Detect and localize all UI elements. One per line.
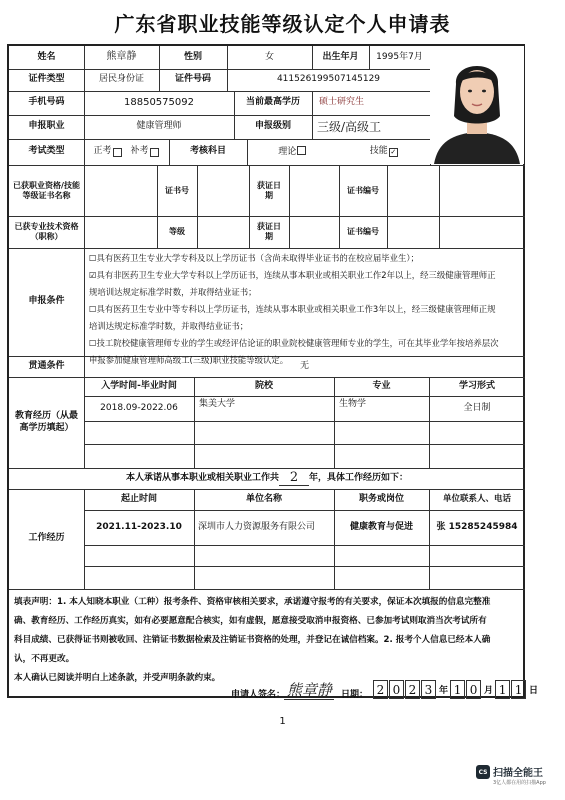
date-digit-box: 1 xyxy=(495,680,510,699)
signature-image: 熊章静 xyxy=(287,681,333,699)
option-re-exam: 补考 xyxy=(130,146,149,157)
label-id-type: 证件类型 xyxy=(28,74,65,85)
label-phone: 手机号码 xyxy=(28,97,65,108)
edu-header-major: 专业 xyxy=(372,380,391,391)
label-id-no: 证件号码 xyxy=(174,74,211,85)
edu-header-period: 入学时间-毕业时间 xyxy=(101,380,177,391)
option-theory: 理论 xyxy=(278,146,297,157)
value-id-type: 居民身份证 xyxy=(98,74,144,85)
commitment-years: 2 xyxy=(279,471,309,486)
edu-mode: 全日制 xyxy=(463,402,491,413)
value-name: 熊章静 xyxy=(106,51,137,63)
label-education-level: 当前最高学历 xyxy=(245,97,300,108)
value-gender: 女 xyxy=(264,51,274,62)
date-unit: 年 xyxy=(439,686,449,696)
work-header-period: 起止时间 xyxy=(120,493,157,504)
date-digit-box: 2 xyxy=(405,680,420,699)
work-period: 2021.11-2023.10 xyxy=(96,521,182,532)
label-through: 贯通条件 xyxy=(28,360,65,371)
conditions-list xyxy=(89,250,499,369)
label-education: 教育经历（从最高学历填起） xyxy=(14,411,78,433)
condition-line: 培训达规定标准学时数，并取得结业证书； xyxy=(89,321,249,331)
label-cert-no: 证书号 xyxy=(165,185,189,195)
value-occupation: 健康管理师 xyxy=(136,121,182,132)
condition-line: ☐技工院校健康管理师专业的学生或经评估论证的职业院校健康管理师专业的学生，可在其毕业学年按培养层次 xyxy=(89,338,499,348)
value-phone: 18850575092 xyxy=(124,96,194,108)
checkbox-theory[interactable] xyxy=(297,146,306,155)
work-header-company: 单位名称 xyxy=(245,493,282,504)
date-digit-box: 0 xyxy=(466,680,481,699)
checkbox-skill[interactable]: ✓ xyxy=(390,148,397,157)
condition-line: 申报参加健康管理师高级工(三级)职业技能等级认定。 xyxy=(89,355,289,365)
edu-school: 集美大学 xyxy=(199,399,236,409)
date-unit: 月 xyxy=(484,686,494,696)
date-unit: 日 xyxy=(529,686,539,696)
exam-type-options xyxy=(84,139,169,165)
condition-line: ☐具有医药卫生专业大学专科及以上学历证书（含尚未取得毕业证书的在校应届毕业生）； xyxy=(89,253,419,263)
label-conditions: 申报条件 xyxy=(28,296,65,307)
work-position: 健康教育与促进 xyxy=(349,521,413,532)
checkbox-re-exam[interactable] xyxy=(150,148,159,157)
label-occupation: 申报职业 xyxy=(28,121,65,132)
scanner-watermark xyxy=(476,763,562,793)
work-company: 深圳市人力资源服务有限公司 xyxy=(198,521,316,532)
label-exemption: 考核科目 xyxy=(189,146,226,157)
notice-text xyxy=(14,593,490,688)
work-header-position: 职务或岗位 xyxy=(358,493,404,504)
applicant-photo xyxy=(430,46,524,164)
label-work: 工作经历 xyxy=(28,533,65,544)
notice-line: 认，不再更改。 xyxy=(14,654,75,664)
checkbox-first-exam[interactable] xyxy=(113,148,122,157)
value-through: 无 xyxy=(299,360,309,371)
label-cert-number-2: 证书编号 xyxy=(347,227,379,236)
edu-header-mode: 学习形式 xyxy=(458,380,495,391)
signature-label: 申请人签名： xyxy=(231,690,286,700)
edu-header-school: 院校 xyxy=(254,380,273,391)
exam-subject-options xyxy=(247,139,430,165)
date-label: 日期： xyxy=(341,690,369,700)
label-cert-number: 证书编号 xyxy=(347,185,379,195)
work-header-contact: 单位联系人、电话 xyxy=(442,494,511,505)
label-get-date-2: 获证日期 xyxy=(257,222,281,241)
page-number: 1 xyxy=(279,716,286,727)
work-contact: 张 15285245984 xyxy=(436,521,518,532)
notice-line: 填表声明：1. 本人知晓本职业（工种）报考条件、资格审核相关要求，承诺遵守报考的有关要求，保证本次填报的信息完整准 xyxy=(14,597,491,607)
date-digit-box: 1 xyxy=(511,680,526,699)
commitment-suffix: 年，具体工作经历如下： xyxy=(309,472,409,483)
option-first-exam: 正考 xyxy=(93,146,112,157)
scanner-logo-icon: CS xyxy=(476,765,490,779)
value-id-no: 411526199507145129 xyxy=(276,74,381,85)
work-commitment xyxy=(9,468,525,489)
edu-major: 生物学 xyxy=(339,399,367,409)
condition-line: 规培训达规定标准学时数，并取得结业证书； xyxy=(89,287,257,297)
label-cert-tech: 已获专业技术资格（职称） xyxy=(14,222,79,241)
value-education-level: 硕士研究生 xyxy=(319,97,365,108)
notice-line: 本人确认已阅读并明白上述条款，并受声明条款约束。 xyxy=(14,673,221,683)
notice-line: 科目成绩、已获得证书则被收回、注销证书数据检索及注销证书资格的处理，并登记在诚信档案。2. 报考个人信息已经本人确 xyxy=(14,635,491,645)
notice-line: 确、教育经历、工作经历真实，如有必要愿意配合核实，如有虚假，愿意接受取消申报资格、已参加考试则取消当次考试所有 xyxy=(14,616,487,626)
label-birth: 出生年月 xyxy=(322,51,359,62)
edu-period: 2018.09-2022.06 xyxy=(100,402,178,413)
label-grade: 等级 xyxy=(169,227,185,236)
date-digit-box: 3 xyxy=(421,680,436,699)
scanner-tagline: 3亿人都在用的扫描App xyxy=(493,780,546,786)
date-digit-box: 1 xyxy=(450,680,465,699)
value-birth: 1995年7月 xyxy=(376,51,423,62)
signature-date xyxy=(373,680,540,699)
condition-line: ☑具有非医药卫生专业大学专科以上学历证书，连续从事本职业或相关职业工作2年以上，经三级健康管理师正 xyxy=(89,270,496,280)
commitment-prefix: 本人承诺从事本职业或相关职业工作共 xyxy=(125,472,279,483)
label-get-date: 获证日期 xyxy=(257,180,281,200)
date-digit-box: 2 xyxy=(373,680,388,699)
label-name: 姓名 xyxy=(37,51,56,62)
label-level: 申报级别 xyxy=(254,121,291,132)
label-exam-type: 考试类型 xyxy=(28,146,65,157)
label-cert-qualification: 已获职业资格/技能等级证书名称 xyxy=(13,180,80,200)
option-skill: 技能 xyxy=(369,146,388,157)
value-level: 三级/高级工 xyxy=(317,119,382,134)
label-gender: 性别 xyxy=(183,51,202,62)
date-digit-box: 0 xyxy=(389,680,404,699)
form-title: 广东省职业技能等级认定个人申请表 xyxy=(114,12,451,36)
condition-line: ☐具有医药卫生专业中等专科以上学历证书，连续从事本职业或相关职业工作3年以上，经三级健康管理师正规 xyxy=(89,304,496,314)
scanner-name: 扫描全能王 xyxy=(493,768,543,779)
